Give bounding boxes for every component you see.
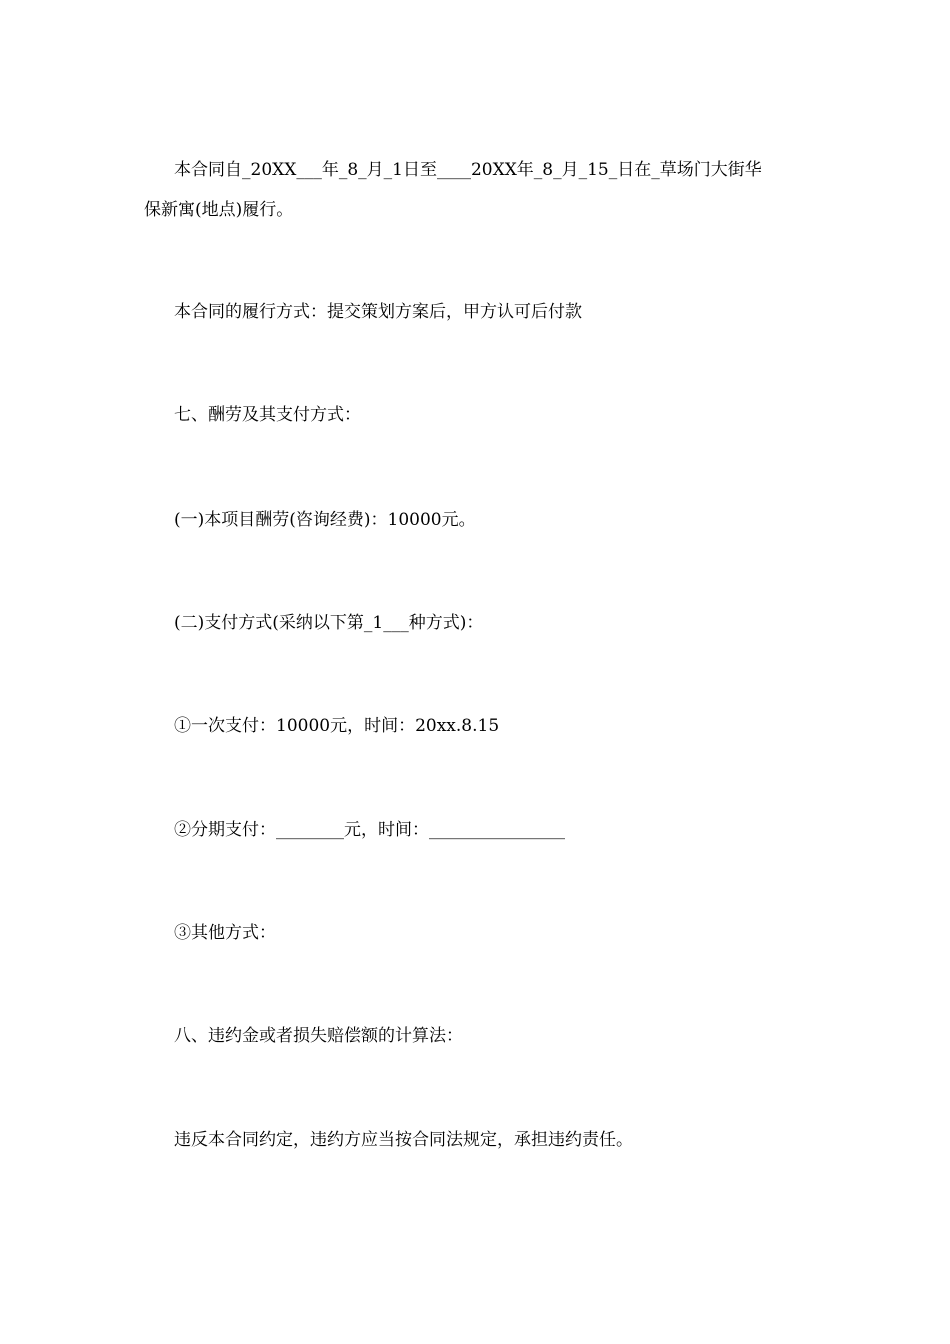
- performance-method: 本合同的履行方式：提交策划方案后，甲方认可后付款: [174, 302, 582, 322]
- payment-method-heading: (二)支付方式(采纳以下第_1___种方式)：: [174, 613, 484, 633]
- section-7-heading: 七、酬劳及其支付方式：: [174, 405, 361, 425]
- contract-period-line-1: 本合同自_20XX___年_8_月_1日至____20XX年_8_月_15_日在_草场门大街华: [174, 160, 762, 180]
- breach-liability: 违反本合同约定，违约方应当按合同法规定，承担违约责任。: [174, 1130, 633, 1150]
- remuneration-amount: (一)本项目酬劳(咨询经费)：10000元。: [174, 510, 476, 530]
- payment-option-other: ③其他方式：: [174, 923, 276, 943]
- payment-option-one-time: ①一次支付：10000元，时间：20xx.8.15: [174, 716, 500, 736]
- payment-option-installment: ②分期支付：________元，时间：________________: [174, 820, 565, 840]
- contract-period-line-2: 保新寓(地点)履行。: [144, 200, 294, 220]
- section-8-heading: 八、违约金或者损失赔偿额的计算法：: [174, 1026, 463, 1046]
